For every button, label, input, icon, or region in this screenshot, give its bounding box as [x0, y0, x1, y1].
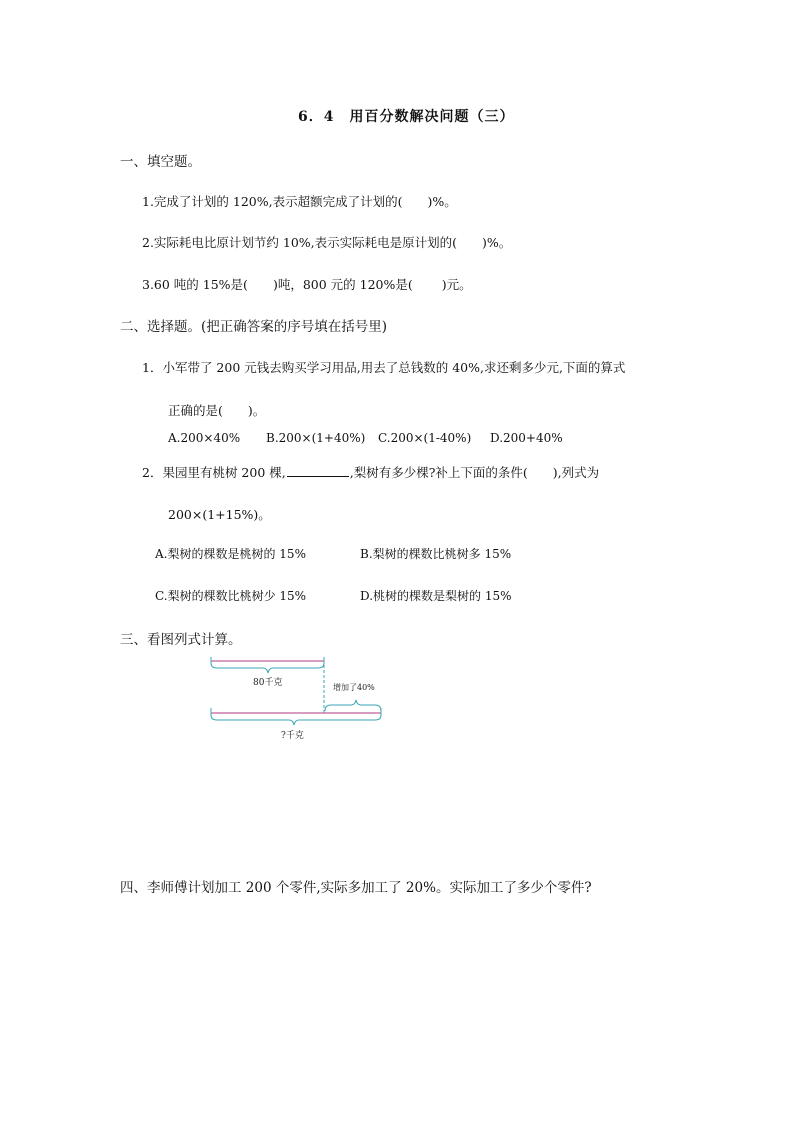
- section-1-heading: 一、填空题。: [120, 154, 201, 170]
- choice-question-1-line2: 正确的是( )。: [168, 403, 266, 418]
- choice-2-option-b: B.梨树的棵数比桃树多 15%: [360, 547, 512, 561]
- section-4-heading: 四、李师傅计划加工 200 个零件,实际多加工了 20%。实际加工了多少个零件?: [120, 880, 592, 896]
- fill-question-2: 2.实际耗电比原计划节约 10%,表示实际耗电是原计划的( )%。: [142, 235, 512, 250]
- choice-1-option-b: B.200×(1+40%): [266, 431, 366, 445]
- page-title: 6．4 用百分数解决问题（三）: [298, 109, 515, 125]
- choice-2-option-c: C.梨树的棵数比桃树少 15%: [155, 589, 307, 603]
- section-3-heading: 三、看图列式计算。: [120, 632, 242, 648]
- choice-question-1-line1: 1．小军带了 200 元钱去购买学习用品,用去了总钱数的 40%,求还剩多少元,下面的算式: [142, 360, 626, 375]
- increase-brace: [325, 700, 381, 711]
- choice-question-2-line1: [142, 463, 599, 481]
- bottom-label: ?千克: [281, 731, 304, 741]
- choice-2-option-d: D.桃树的棵数是梨树的 15%: [360, 589, 512, 603]
- choice-1-option-c: C.200×(1-40%): [378, 431, 472, 445]
- line-segment-diagram: [205, 655, 390, 745]
- section-2-heading: 二、选择题。(把正确答案的序号填在括号里): [120, 319, 388, 335]
- choice-question-2-suffix: ,梨树有多少棵?补上下面的条件( ),列式为: [349, 465, 600, 480]
- bottom-brace: [211, 715, 381, 725]
- top-brace: [211, 663, 324, 673]
- choice-question-2-prefix: 2．果园里有桃树 200 棵,: [142, 465, 286, 480]
- diagram-svg: [205, 655, 390, 745]
- choice-1-option-d: D.200+40%: [490, 431, 563, 445]
- fill-question-1: 1.完成了计划的 120%,表示超额完成了计划的( )%。: [142, 194, 457, 209]
- fill-question-3: 3.60 吨的 15%是( )吨，800 元的 120%是( )元。: [142, 277, 472, 292]
- answer-blank-line: [287, 464, 349, 477]
- increase-label: 增加了40%: [333, 683, 375, 692]
- top-label: 80千克: [253, 678, 283, 688]
- choice-1-option-a: A.200×40%: [168, 431, 241, 445]
- choice-2-option-a: A.梨树的棵数是桃树的 15%: [155, 547, 306, 561]
- choice-question-2-line2: 200×(1+15%)。: [168, 507, 271, 522]
